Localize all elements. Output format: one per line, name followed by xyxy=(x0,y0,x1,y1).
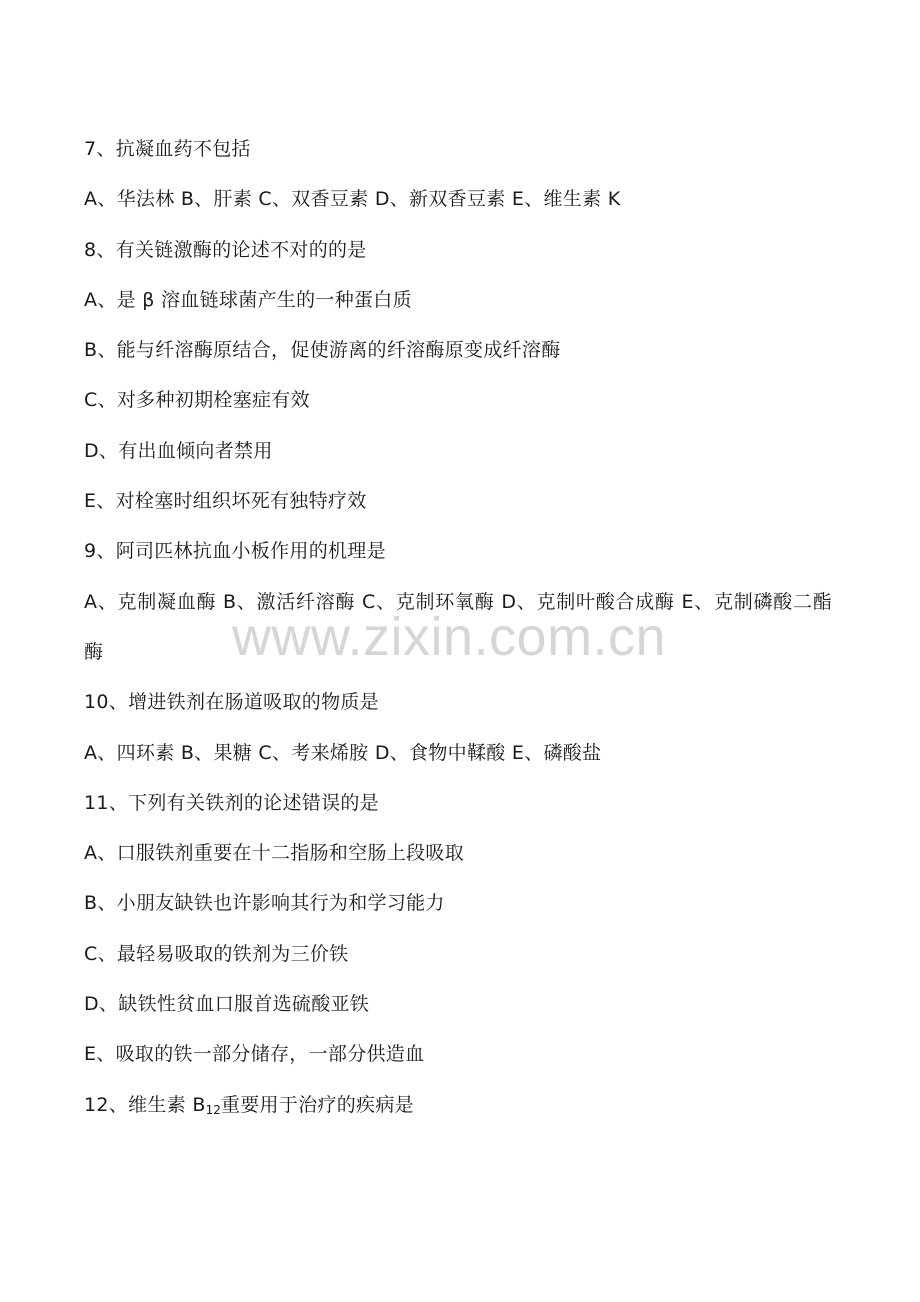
question-10-stem: 10、增进铁剂在肠道吸取的物质是 xyxy=(84,691,379,714)
question-12-stem-prefix: 12、维生素 B xyxy=(84,1093,206,1116)
question-11-option-c: C、最轻易吸取的铁剂为三价铁 xyxy=(84,942,349,965)
question-11-option-a: A、口服铁剂重要在十二指肠和空肠上段吸取 xyxy=(84,842,464,865)
question-11-option-e: E、吸取的铁一部分储存，一部分供造血 xyxy=(84,1043,425,1066)
question-8-option-d: D、有出血倾向者禁用 xyxy=(84,439,273,462)
question-9-options: A、克制凝血酶 B、激活纤溶酶 C、克制环氧酶 D、克制叶酸合成酶 E、克制磷酸二酯酶 xyxy=(84,590,832,663)
question-7-options: A、华法林 B、肝素 C、双香豆素 D、新双香豆素 E、维生素 K xyxy=(84,188,621,211)
question-8-option-a: A、是 β 溶血链球菌产生的一种蛋白质 xyxy=(84,288,412,311)
question-11-option-b: B、小朋友缺铁也许影响其行为和学习能力 xyxy=(84,892,445,915)
question-8-stem: 8、有关链激酶的论述不对的的是 xyxy=(84,238,367,261)
question-8-option-c: C、对多种初期栓塞症有效 xyxy=(84,389,310,412)
question-8-option-b: B、能与纤溶酶原结合，促使游离的纤溶酶原变成纤溶酶 xyxy=(84,339,561,362)
watermark: www.zixin.com.cn xyxy=(232,607,667,667)
question-8-option-e: E、对栓塞时组织坏死有独特疗效 xyxy=(84,490,367,513)
question-7-stem: 7、抗凝血药不包括 xyxy=(84,138,251,160)
question-12-stem xyxy=(84,1080,844,1135)
question-11-stem: 11、下列有关铁剂的论述错误的是 xyxy=(84,791,379,814)
question-12-stem-subscript: 12 xyxy=(205,1102,221,1117)
question-10-options: A、四环素 B、果糖 C、考来烯胺 D、食物中鞣酸 E、磷酸盐 xyxy=(84,741,602,764)
question-11-option-d: D、缺铁性贫血口服首选硫酸亚铁 xyxy=(84,993,370,1016)
question-12-stem-suffix: 重要用于治疗的疾病是 xyxy=(220,1093,414,1116)
question-9-stem: 9、阿司匹林抗血小板作用的机理是 xyxy=(84,540,386,563)
